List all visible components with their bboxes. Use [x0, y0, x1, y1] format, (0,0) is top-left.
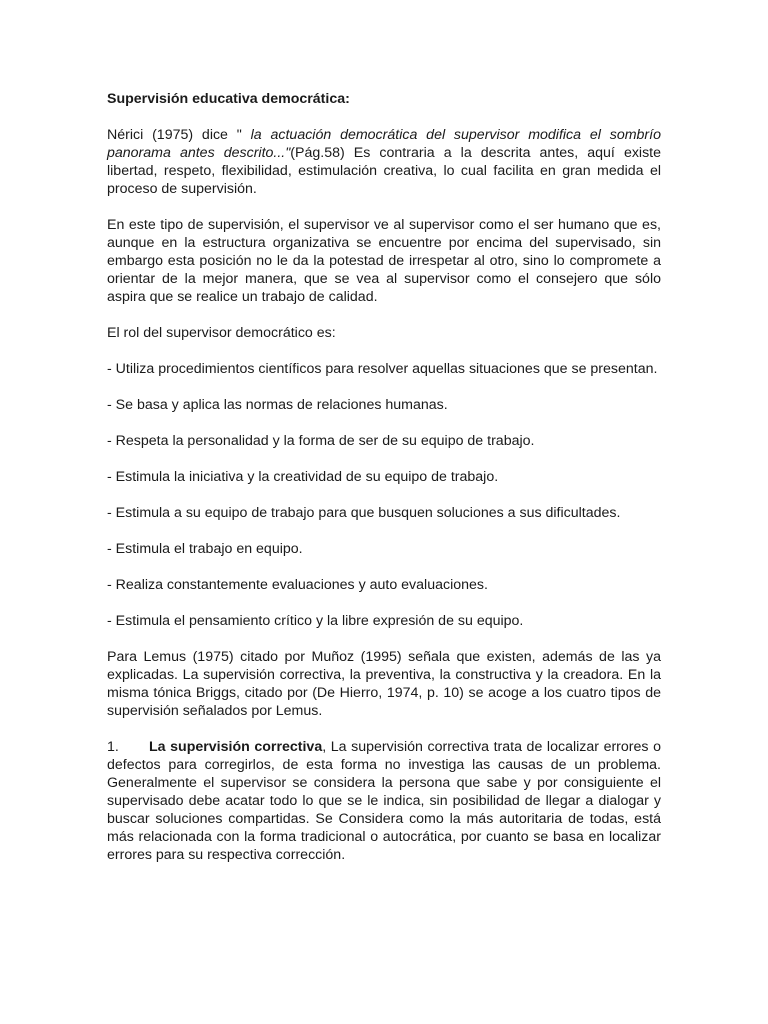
paragraph-lemus: Para Lemus (1975) citado por Muñoz (1995) señala que existen, además de las ya explicadas. La supervisión correctiva, la preventiva, la constructiva y la creadora. En la misma tónica Briggs, citado por (De Hierro, 1974, p. 10) se acoge a los cuatro tipos de supervisión señalados por Lemus.: [107, 649, 661, 719]
list-item: - Se basa y aplica las normas de relaciones humanas.: [107, 397, 448, 413]
list-item: - Respeta la personalidad y la forma de ser de su equipo de trabajo.: [107, 433, 535, 449]
list-item: - Estimula el pensamiento crítico y la libre expresión de su equipo.: [107, 613, 524, 629]
list-item: - Estimula a su equipo de trabajo para que busquen soluciones a sus dificultades.: [107, 505, 621, 521]
paragraph-nerici-quote: la actuación democrática del supervisor modifica el sombrío panorama antes descrito...": [107, 127, 661, 161]
paragraph-supervision-type: En este tipo de supervisión, el supervisor ve al supervisor como el ser humano que es, aunque en la estructura organizativa se encuentre por encima del supervisado, sin embargo esta posición no le da la potestad de irrespetar al otro, sino lo compromete a orientar de la mejor manera, que se vea al supervisor como el consejero que sólo aspira que se realice un trabajo de calidad.: [107, 217, 661, 305]
section-number: 1.: [107, 739, 119, 755]
paragraph-nerici-rest: (Pág.58) Es contraria a la descrita antes, aquí existe libertad, respeto, flexibilidad, estimulación creativa, lo cual facilita en gran medida el proceso de supervisión.: [107, 145, 662, 197]
list-item: - Utiliza procedimientos científicos para resolver aquellas situaciones que se presentan.: [107, 361, 658, 377]
list-item: - Realiza constantemente evaluaciones y auto evaluaciones.: [107, 577, 488, 593]
paragraph-corrective: [107, 738, 661, 864]
list-item: - Estimula la iniciativa y la creatividad de su equipo de trabajo.: [107, 469, 499, 485]
list-item: - Estimula el trabajo en equipo.: [107, 541, 303, 557]
paragraph-nerici-intro: Nérici (1975) dice ": [107, 127, 251, 143]
corrective-text: , La supervisión correctiva trata de localizar errores o defectos para corregirlos, de esta forma no investiga las causas de un problema. Generalmente el supervisor se considera la persona que sabe y por consiguiente el supervisado debe acatar todo lo que se le indica, sin posibilidad de llegar a dialogar y buscar soluciones compartidas. Se Considera como la más autoritaria de todas, está más relacionada con la forma tradicional o autocrática, por cuanto se basa en localizar errores para su respectiva corrección.: [107, 739, 661, 863]
paragraph-role-intro: El rol del supervisor democrático es:: [107, 325, 336, 341]
corrective-heading: La supervisión correctiva: [149, 739, 323, 755]
paragraph-nerici: [107, 126, 661, 198]
document-body: [107, 90, 661, 882]
section-title: Supervisión educativa democrática:: [107, 91, 350, 107]
